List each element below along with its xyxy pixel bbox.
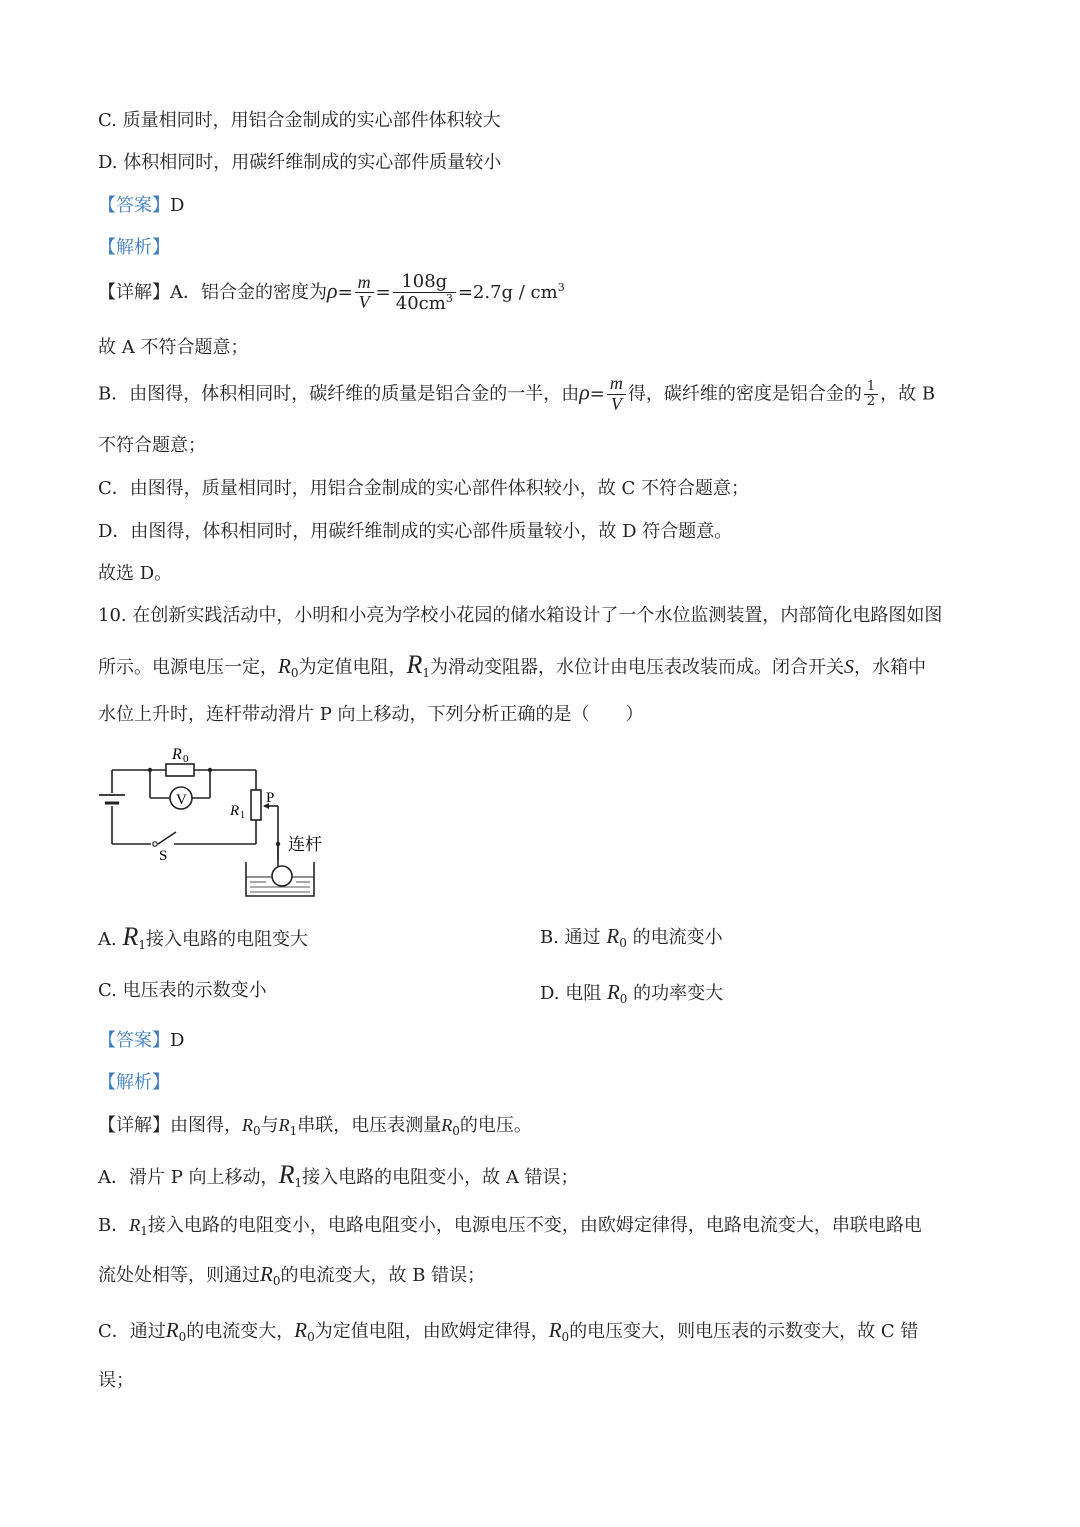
circuit-diagram bbox=[96, 740, 336, 902]
frac-m: m bbox=[355, 273, 374, 294]
d2-c-r0b-sub: 0 bbox=[307, 1330, 315, 1344]
d2-r0b: R bbox=[441, 1115, 453, 1135]
choose-line: 故选 D。 bbox=[98, 563, 173, 584]
junction-right bbox=[208, 768, 212, 772]
equals-sign-3: = bbox=[589, 383, 605, 405]
d2-a-r1: R bbox=[278, 1160, 295, 1189]
density-result: =2.7g / cm bbox=[457, 281, 558, 303]
r0-sub: 0 bbox=[290, 666, 299, 680]
r0-label-sub: 0 bbox=[183, 753, 189, 765]
frac-m-2: m bbox=[607, 374, 626, 395]
detail-b-text-2: 得，碳纤维的密度是铝合金的 bbox=[627, 383, 862, 405]
switch-symbol: S bbox=[844, 656, 854, 678]
answer-tag: 【答案】 bbox=[98, 195, 170, 216]
equals-sign: = bbox=[337, 281, 353, 303]
d2-r0-sub: 0 bbox=[253, 1124, 261, 1138]
option-a-prefix: A. bbox=[98, 929, 117, 950]
rho-symbol-2: ρ bbox=[579, 379, 590, 405]
detail2-lc-a: C．通过 bbox=[98, 1321, 166, 1342]
detail-d-line: D．由图得，体积相同时，用碳纤维制成的实心部件质量较小，故 D 符合题意。 bbox=[98, 521, 733, 542]
detail2-l1-d: 的电压。 bbox=[459, 1115, 532, 1136]
frac-40cm: 40cm bbox=[395, 292, 446, 314]
d2-c-r0: R bbox=[165, 1318, 179, 1342]
option-b[interactable] bbox=[540, 926, 723, 949]
r0-symbol: R bbox=[278, 654, 291, 678]
d2-r0: R bbox=[242, 1115, 253, 1135]
d2-c-r0c-sub: 0 bbox=[561, 1330, 570, 1344]
detail2-l1-c: 串联，电压表测量 bbox=[297, 1115, 442, 1136]
detail-a-line bbox=[98, 272, 565, 314]
d2-r1-sub: 1 bbox=[289, 1124, 298, 1138]
detail2-lc-b: 的电流变大， bbox=[186, 1321, 295, 1342]
detail2-l1-a: 由图得， bbox=[170, 1115, 242, 1136]
d2-c-r0b: R bbox=[294, 1318, 308, 1342]
option-c-text: C. 质量相同时，用铝合金制成的实心部件体积较大 bbox=[98, 110, 501, 131]
option-d-prefix: D. 电阻 bbox=[540, 983, 602, 1004]
detail2-line-1 bbox=[98, 1116, 532, 1137]
analysis-tag: 【解析】 bbox=[98, 237, 170, 258]
detail-tag: 【详解】 bbox=[98, 281, 170, 303]
frac-108g: 108g bbox=[393, 272, 456, 293]
frac-v: V bbox=[358, 292, 370, 313]
half-num: 1 bbox=[864, 380, 878, 395]
cube-sup-2: 3 bbox=[557, 280, 565, 294]
equals-sign-2: = bbox=[375, 281, 391, 303]
rho-symbol: ρ bbox=[327, 277, 338, 303]
option-d-text: 的功率变大 bbox=[633, 983, 724, 1004]
option-d[interactable] bbox=[540, 982, 723, 1005]
detail-a-text: A．铝合金的密度为 bbox=[170, 281, 327, 303]
d2-c-r0c: R bbox=[548, 1318, 562, 1342]
detail2-line-b2 bbox=[98, 1264, 485, 1287]
answer-value: D bbox=[170, 195, 185, 216]
option-b-r: R bbox=[606, 924, 620, 948]
option-a[interactable] bbox=[98, 924, 308, 951]
slider-p-label: P bbox=[266, 790, 275, 806]
detail2-line-b bbox=[98, 1216, 922, 1237]
q10-text-b: 为定值电阻， bbox=[298, 657, 407, 678]
detail2-la-b: 接入电路的电阻变小，故 A 错误； bbox=[302, 1167, 579, 1188]
d2-c-r0-sub: 0 bbox=[178, 1330, 187, 1344]
r1-symbol: R bbox=[406, 650, 423, 679]
option-d-r-sub: 0 bbox=[619, 992, 628, 1006]
detail2-line-c2: 误； bbox=[98, 1370, 134, 1391]
d2-b2-r0-sub: 0 bbox=[272, 1274, 281, 1288]
option-a-text: 接入电路的电阻变大 bbox=[146, 929, 308, 950]
option-a-r: R bbox=[122, 922, 139, 951]
d2-r1: R bbox=[278, 1115, 290, 1135]
switch-s-label: S bbox=[159, 848, 168, 864]
option-b-prefix: B. 通过 bbox=[540, 927, 601, 948]
rod-label: 连杆 bbox=[288, 835, 322, 854]
value-fraction bbox=[393, 272, 456, 314]
analysis2-tag: 【解析】 bbox=[98, 1072, 170, 1093]
option-d-text: D. 体积相同时，用碳纤维制成的实心部件质量较小 bbox=[98, 152, 502, 173]
option-c[interactable]: C. 电压表的示数变小 bbox=[98, 980, 267, 1001]
r1-label-sub: 1 bbox=[240, 810, 245, 821]
half-den: 2 bbox=[866, 393, 876, 409]
option-b-r-sub: 0 bbox=[619, 936, 627, 950]
r1-sub: 1 bbox=[422, 666, 430, 680]
d2-r0b-sub: 0 bbox=[452, 1124, 460, 1138]
r0-label: R bbox=[172, 746, 182, 763]
switch-blade bbox=[158, 832, 176, 844]
r1-rheostat bbox=[251, 790, 261, 820]
d2-a-r1-sub: 1 bbox=[294, 1176, 303, 1190]
m-over-v-fraction-2 bbox=[607, 374, 626, 415]
option-a-r-sub: 1 bbox=[138, 938, 146, 952]
m-over-v-fraction bbox=[355, 273, 374, 314]
q10-text-c: 为滑动变阻器，水位计由电压表改装而成。闭合开关 bbox=[430, 657, 844, 678]
q10-text-a: 所示。电源电压一定， bbox=[98, 657, 278, 678]
cube-sup: 3 bbox=[445, 291, 453, 305]
detail-a-conclusion: 故 A 不符合题意； bbox=[98, 337, 249, 358]
option-d-r: R bbox=[606, 980, 620, 1004]
answer-line bbox=[98, 197, 184, 215]
q10-text-d: ，水箱中 bbox=[854, 657, 926, 678]
q10-line-1: 10. 在创新实践活动中，小明和小亮为学校小花园的储水箱设计了一个水位监测装置，内部简化电路图如图 bbox=[98, 605, 943, 626]
float-ball bbox=[272, 866, 292, 886]
detail2-lb2-b: 的电流变大，故 B 错误； bbox=[280, 1265, 486, 1286]
detail-b-conclusion: 不符合题意； bbox=[98, 435, 206, 456]
answer2-value: D bbox=[170, 1030, 185, 1051]
frac-v-2: V bbox=[610, 393, 622, 414]
q10-line-2 bbox=[98, 652, 926, 679]
detail2-lb-a: B． bbox=[98, 1215, 130, 1236]
voltmeter-label: V bbox=[176, 792, 187, 808]
detail2-line-c bbox=[98, 1320, 918, 1343]
r0-resistor bbox=[166, 764, 194, 776]
detail2-tag: 【详解】 bbox=[98, 1115, 170, 1136]
switch-pivot bbox=[153, 842, 157, 846]
answer2-tag: 【答案】 bbox=[98, 1030, 170, 1051]
detail2-lc-c: 为定值电阻，由欧姆定律得， bbox=[314, 1321, 549, 1342]
detail2-lb2-a: 流处处相等，则通过 bbox=[98, 1265, 260, 1286]
junction-left bbox=[148, 768, 152, 772]
half-fraction bbox=[864, 380, 878, 410]
option-b-text: 的电流变小 bbox=[632, 927, 723, 948]
detail-b-text-1: B．由图得，体积相同时，碳纤维的质量是铝合金的一半，由 bbox=[98, 383, 580, 405]
rod-junction bbox=[276, 842, 280, 846]
detail-b-line bbox=[98, 374, 935, 415]
answer2-line bbox=[98, 1032, 184, 1050]
detail2-lc-d: 的电压变大，则电压表的示数变大，故 C 错 bbox=[569, 1321, 919, 1342]
detail-b-text-3: ，故 B bbox=[880, 383, 936, 405]
detail2-l1-b: 与 bbox=[260, 1115, 279, 1136]
d2-b-r1-sub: 1 bbox=[140, 1224, 148, 1238]
detail2-line-a bbox=[98, 1162, 579, 1189]
d2-b-r1: R bbox=[129, 1215, 141, 1235]
detail-c-line: C．由图得，质量相同时，用铝合金制成的实心部件体积较小，故 C 不符合题意； bbox=[98, 478, 749, 499]
q10-line-3: 水位上升时，连杆带动滑片 P 向上移动，下列分析正确的是（ ） bbox=[98, 704, 644, 725]
detail2-la-a: A．滑片 P 向上移动， bbox=[98, 1167, 279, 1188]
detail2-lb-b: 接入电路的电阻变小，电路电阻变小，电源电压不变，由欧姆定律得，电路电流变大，串联电路电 bbox=[147, 1215, 922, 1236]
d2-b2-r0: R bbox=[260, 1262, 273, 1286]
r1-label: R bbox=[230, 803, 240, 819]
